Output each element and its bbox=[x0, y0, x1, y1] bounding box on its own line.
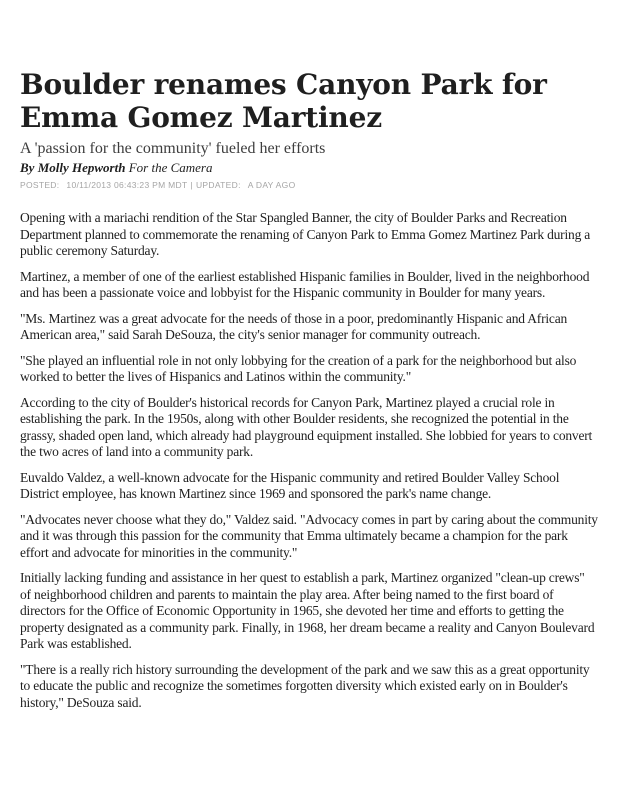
dateline-separator: | bbox=[190, 180, 193, 190]
article-paragraph: Opening with a mariachi rendition of the Star Spangled Banner, the city of Boulder Parks and Recreation Department planned to commemorate the renaming of Canyon Park to Emma Gomez Martinez Park during a public ceremony Saturday. bbox=[20, 210, 591, 258]
article-paragraph: Martinez, a member of one of the earliest established Hispanic families in Boulder, lived in the neighborhood and has been a passionate voice and lobbyist for the Hispanic community in Boulder for many years. bbox=[20, 268, 590, 300]
article-paragraph: According to the city of Boulder's historical records for Canyon Park, Martinez played a crucial role in establishing the park. In the 1950s, along with other Boulder residents, she recognized the potential in the grassy, shaded open land, which already had playground equipment installed. She lobbied for years to convert the two acres of land into a community park. bbox=[20, 394, 593, 459]
article-body bbox=[20, 210, 598, 711]
article-subheadline: A 'passion for the community' fueled her efforts bbox=[20, 140, 326, 157]
article-byline bbox=[20, 159, 598, 177]
byline-affiliation: For the Camera bbox=[128, 160, 213, 175]
article-paragraph: "Advocates never choose what they do," Valdez said. "Advocacy comes in part by caring about the community and it was through this passion for the community that Emma ultimately became a champion for the park effort and advocate for minorities in the community." bbox=[20, 511, 598, 560]
posted-timestamp: 10/11/2013 06:43:23 PM MDT bbox=[66, 180, 188, 190]
article-paragraph: "There is a really rich history surrounding the development of the park and we saw this as a great opportunity to educate the public and recognize the sometimes forgotten diversity which existed early on in Boulder's history," DeSouza said. bbox=[20, 661, 590, 710]
article-paragraph: Euvaldo Valdez, a well-known advocate for the Hispanic community and retired Boulder Valley School District employee, has known Martinez since 1969 and sponsored the park's name change. bbox=[20, 469, 560, 501]
updated-value: A DAY AGO bbox=[247, 180, 296, 190]
article-headline: Boulder renames Canyon Park for Emma Gomez Martinez bbox=[20, 68, 547, 134]
posted-label: POSTED: bbox=[20, 180, 60, 190]
article-dateline bbox=[20, 179, 598, 191]
article-paragraph: Initially lacking funding and assistance in her quest to establish a park, Martinez organized "clean-up crews" of neighborhood children and parents to maintain the play area. After being named to the first board of directors for the Office of Economic Opportunity in 1965, she devoted her time and efforts to getting the property designated as a community park. Finally, in 1968, her dream became a reality and Canyon Boulevard Park was established. bbox=[20, 570, 595, 651]
updated-label: UPDATED: bbox=[195, 180, 241, 190]
article-paragraph: "She played an influential role in not only lobbying for the creation of a park for the neighborhood but also worked to better the lives of Hispanics and Latinos within the community." bbox=[20, 352, 577, 384]
byline-author: By Molly Hepworth bbox=[20, 160, 126, 175]
article-paragraph: "Ms. Martinez was a great advocate for the needs of those in a poor, predominantly Hispanic and African American area," said Sarah DeSouza, the city's senior manager for community outreach. bbox=[20, 310, 568, 342]
